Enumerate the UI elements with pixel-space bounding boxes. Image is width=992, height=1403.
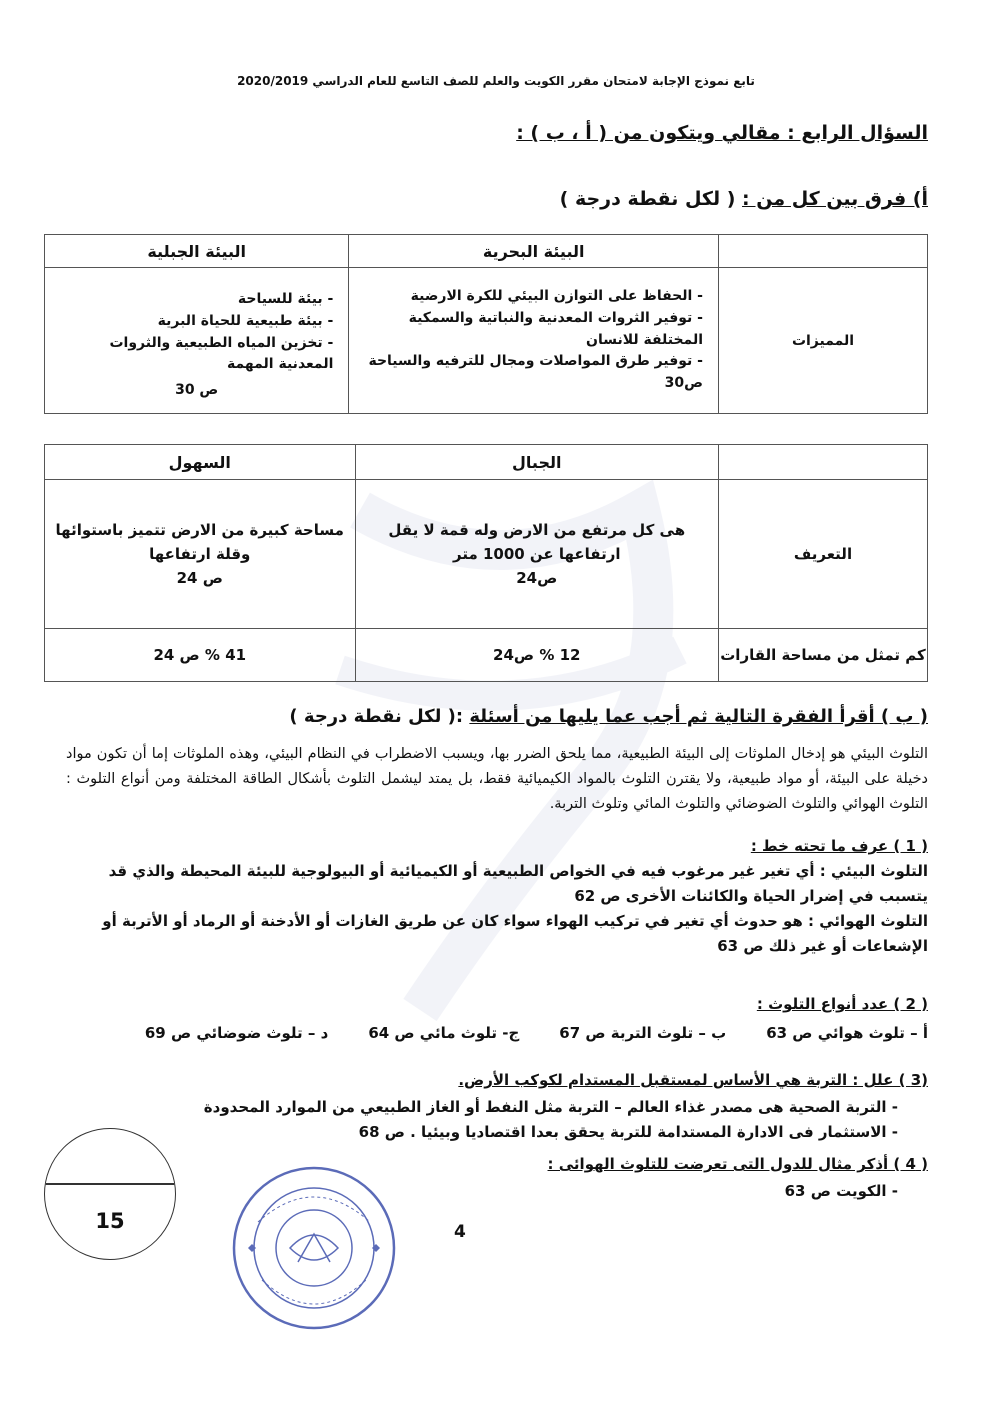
question-4-block bbox=[58, 1152, 928, 1204]
part-b-title-note: :( لكل نقطة درجة ) bbox=[289, 706, 464, 727]
plains-definition: مساحة كبيرة من الارض تتميز باستوائها وقلة ارتفاعها bbox=[55, 520, 344, 563]
pollution-type-item: ج- تلوث مائي ص 64 bbox=[368, 1024, 520, 1042]
part-b-title bbox=[289, 706, 928, 727]
question-2-block bbox=[58, 992, 928, 1046]
features-table-corner bbox=[719, 235, 928, 268]
mountains-area-cell: 12 % ص24 bbox=[355, 628, 719, 681]
question-3-answer: - الاستثمار فى الادارة المستدامة للتربة يحقق بعدا اقتصاديا وبيئيا . ص 68 bbox=[58, 1120, 898, 1145]
question-1-block bbox=[58, 834, 928, 959]
plains-definition-cell bbox=[45, 480, 356, 629]
mountains-definition-cell bbox=[355, 480, 719, 629]
marine-environment-header: البيئة البحرية bbox=[349, 235, 719, 268]
definition-air-pollution: التلوث الهوائي : هو حدوث أي تغير في تركيب الهواء سواء كان عن طريق الغازات أو الأدخنة أو الرماد أو الأتربة أو الإشعاعات أو غير ذلك ص 63 bbox=[102, 912, 928, 955]
mountain-feature-item: - بيئة للسياحة bbox=[60, 289, 333, 311]
question-4-answers bbox=[58, 1179, 928, 1204]
landforms-table bbox=[44, 444, 928, 682]
question-2-title: ( 2 ) عدد أنواع التلوث : bbox=[756, 995, 928, 1013]
mountain-features-page-ref: ص 30 bbox=[175, 381, 219, 398]
question-4-title: ( 4 ) أذكر مثال للدول التى تعرضت للتلوث الهوائى : bbox=[547, 1155, 928, 1173]
page-header-title: تابع نموذج الإجابة لامتحان مقرر الكويت والعلم للصف التاسع للعام الدراسي 2020/2019 bbox=[237, 74, 755, 88]
marine-feature-item: - توفير الثروات المعدنية والنباتية والسمكية المختلفة للانسان bbox=[364, 308, 703, 351]
page-number: 4 bbox=[454, 1222, 466, 1242]
part-a-title-note: ( لكل نقطة درجة ) bbox=[559, 188, 736, 210]
question-3-answers bbox=[58, 1095, 928, 1145]
mountain-feature-item: - بيئة طبيعية للحياة البرية bbox=[60, 311, 333, 333]
question-3-block bbox=[58, 1068, 928, 1145]
official-stamp-icon bbox=[228, 1162, 400, 1334]
question-1-title: ( 1 ) عرف ما تحته خط : bbox=[750, 837, 928, 855]
score-circle bbox=[44, 1128, 176, 1260]
plains-header: السهول bbox=[45, 445, 356, 480]
question-3-title: (3 ) علل : التربة هي الأساس لمستقبل المستدام لكوكب الأرض. bbox=[458, 1071, 928, 1089]
question-4-answer: - الكويت ص 63 bbox=[58, 1179, 898, 1204]
part-b-title-main: ( ب ) أقرأ الفقرة التالية ثم أجب عما يليها من أسئلة bbox=[469, 706, 928, 727]
question-3-answer: - التربة الصحية هى مصدر غذاء العالم – التربة مثل النفط أو الغاز الطبيعي من الموارد المحدودة bbox=[58, 1095, 898, 1120]
part-a-title bbox=[560, 188, 928, 210]
score-total: 15 bbox=[95, 1209, 125, 1233]
plains-definition-page-ref: ص 24 bbox=[176, 568, 223, 587]
marine-feature-item: - توفير طرق المواصلات ومجال للترفيه والسياحة ص30 bbox=[364, 351, 703, 394]
pollution-type-item: أ – تلوث هوائي ص 63 bbox=[766, 1024, 928, 1042]
mountains-definition-page-ref: ص24 bbox=[516, 568, 558, 587]
mountain-features-cell bbox=[45, 268, 349, 414]
marine-features-cell bbox=[349, 268, 719, 414]
reading-paragraph: التلوث البيئي هو إدخال الملوثات إلى البيئة الطبيعية، مما يلحق الضرر بها، ويسبب الاضطراب في النظام البيئي، وهذه الملوثات إما أن تكون مواد دخيلة على البيئة، أو مواد طبيعية، ولا يقترن التلوث بالمواد الكيميائية فقط، بل يمتد ليشمل التلوث بأشكال الطاقة المختلفة ومن أنواع التلوث : التلوث الهوائي والتلوث الضوضائي والتلوث المائي وتلوث التربة. bbox=[66, 746, 928, 812]
definition-row-label: التعريف bbox=[719, 480, 928, 629]
pollution-type-item: د – تلوث ضوضائي ص 69 bbox=[144, 1024, 329, 1042]
mountains-header: الجبال bbox=[355, 445, 719, 480]
definition-environmental-pollution: التلوث البيئي : أي تغير غير مرغوب فيه في الخواص الطبيعية أو الكيميائية أو البيولوجية للبيئة المحيطة والذي قد يتسبب في إضرار الحياة والكائنات الأخرى ص 62 bbox=[108, 862, 928, 905]
question-four-title: السؤال الرابع : مقالي ويتكون من ( أ ، ب ) : bbox=[516, 122, 928, 144]
features-table bbox=[44, 234, 928, 414]
landforms-table-corner bbox=[719, 445, 928, 480]
score-divider bbox=[45, 1183, 175, 1185]
plains-area-cell: 41 % ص 24 bbox=[45, 628, 356, 681]
mountains-definition: هى كل مرتفع من الارض وله قمة لا يقل ارتفاعها عن 1000 متر bbox=[388, 520, 686, 563]
pollution-type-item: ب – تلوث التربة ص 67 bbox=[559, 1024, 727, 1042]
mountain-feature-item: - تخزين المياه الطبيعية والثروات المعدنية المهمة bbox=[60, 333, 333, 376]
pollution-types-list bbox=[58, 1021, 928, 1046]
mountain-environment-header: البيئة الجبلية bbox=[45, 235, 349, 268]
marine-feature-item: - الحفاظ على التوازن البيئي للكرة الارضية bbox=[364, 286, 703, 308]
features-row-label: المميزات bbox=[719, 268, 928, 414]
part-a-title-main: أ) فرق بين كل من : bbox=[742, 188, 928, 210]
continent-area-row-label: كم تمثل من مساحة القارات bbox=[719, 628, 928, 681]
